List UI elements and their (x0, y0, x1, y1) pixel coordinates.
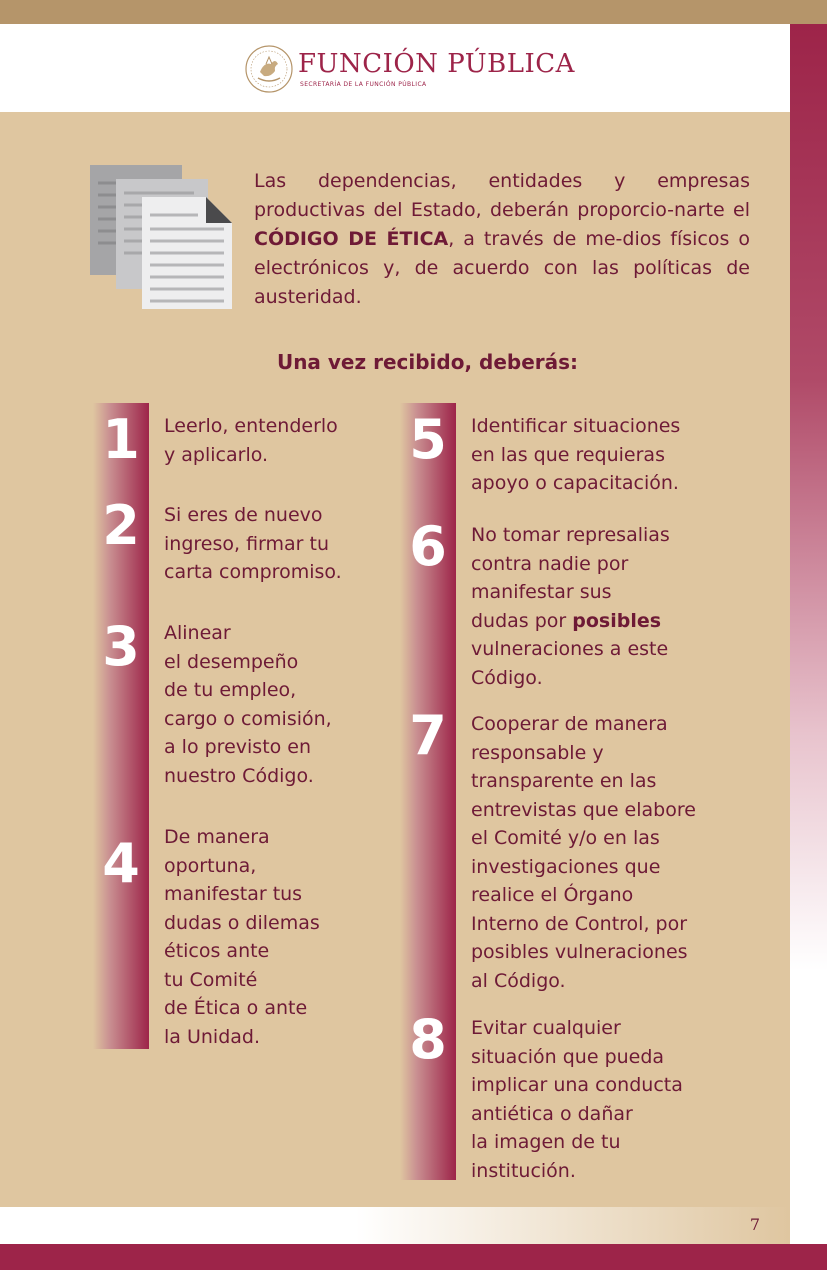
subheading: Una vez recibido, deberás: (276, 350, 579, 374)
step-4-text: De manera oportuna, manifestar tus dudas o dilemas éticos ante tu Comité de Ética o ante la Unidad. (164, 826, 320, 1048)
step-number-5: 5 (409, 408, 447, 471)
step-text-5 (471, 412, 680, 498)
intro-paragraph (254, 167, 750, 312)
documents-icon (88, 163, 234, 311)
step-number-8: 8 (409, 1008, 447, 1071)
step-6-bold: posibles (572, 609, 662, 632)
mexico-seal-icon (244, 44, 294, 94)
step-number-1: 1 (102, 408, 140, 471)
intro-text-before: Las dependencias, entidades y empresas productivas del Estado, deberán proporcio-narte el (254, 170, 750, 221)
step-text-3 (164, 619, 332, 790)
step-2-text: Si eres de nuevo ingreso, firmar tu carta compromiso. (164, 504, 342, 583)
step-number-3: 3 (102, 615, 140, 678)
brand-title: FUNCIÓN PÚBLICA (298, 49, 575, 79)
step-8-text: Evitar cualquier situación que pueda implicar una conducta antiética o dañar la imagen de tu institución. (471, 1017, 683, 1182)
footer-strip (0, 1207, 790, 1244)
step-text-4 (164, 823, 320, 1051)
top-band (0, 0, 827, 24)
step-6-text-before: No tomar represalias contra nadie por manifestar sus dudas por (471, 524, 670, 632)
step-number-4: 4 (102, 832, 140, 895)
step-number-7: 7 (409, 704, 447, 767)
brand-subtitle: SECRETARÍA DE LA FUNCIÓN PÚBLICA (300, 81, 427, 88)
step-text-7 (471, 710, 696, 995)
step-5-text: Identificar situaciones en las que requieras apoyo o capacitación. (471, 415, 681, 494)
step-3-text: Alinear el desempeño de tu empleo, cargo o comisión, a lo previsto en nuestro Código. (164, 622, 332, 787)
step-1-text: Leerlo, entenderlo y aplicarlo. (164, 415, 338, 466)
intro-text-after: , a través de me-dios físicos o electrónicos y, de acuerdo con las políticas de austeridad. (254, 228, 750, 308)
step-7-text: Cooperar de manera responsable y transparente en las entrevistas que elabore el Comité y/o en las investigaciones que realice el Órgano Interno de Control, por posibles vulneraciones al Código. (471, 713, 696, 992)
step-text-1 (164, 412, 338, 469)
step-text-8 (471, 1014, 683, 1185)
right-decorative-stripe (790, 24, 827, 1207)
step-6-text-after: vulneraciones a este Código. (471, 638, 669, 689)
step-number-2: 2 (102, 494, 140, 557)
bottom-band (0, 1244, 827, 1270)
page-number: 7 (749, 1215, 761, 1234)
step-text-2 (164, 501, 342, 587)
intro-highlight: CÓDIGO DE ÉTICA (254, 228, 449, 250)
step-number-6: 6 (409, 515, 447, 578)
step-text-6 (471, 521, 670, 692)
